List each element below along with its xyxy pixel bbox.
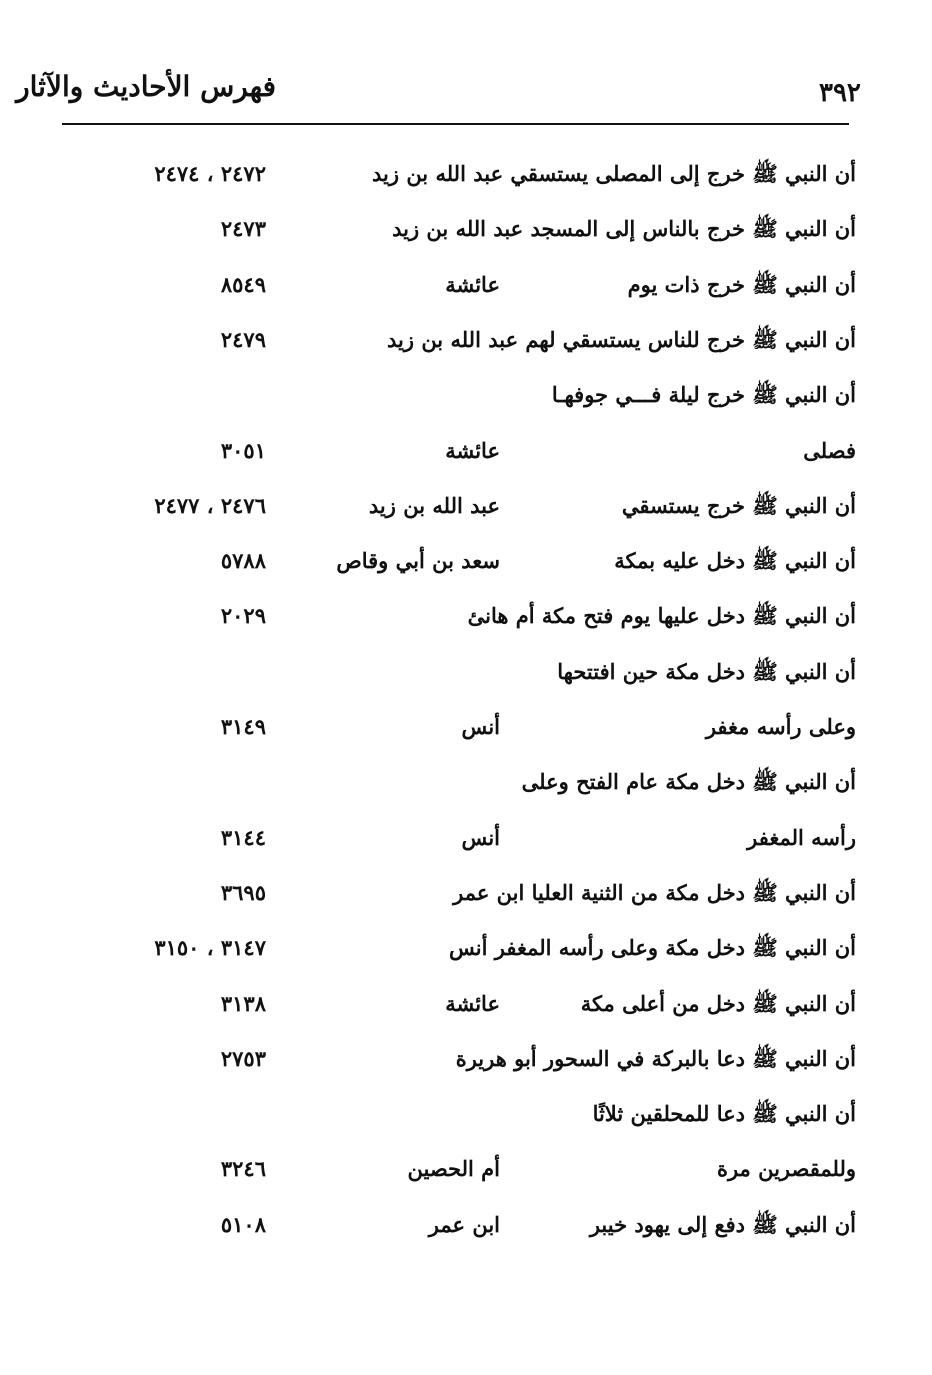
index-row [0, 154, 932, 194]
index-row [0, 265, 932, 305]
header-rule [62, 123, 849, 125]
hadith-text: وللمقصرين مرة [716, 1156, 856, 1181]
index-row [0, 928, 932, 968]
hadith-text: أن النبي ﷺ دخل عليها يوم فتح مكة أم هانئ [467, 603, 856, 628]
hadith-number: ٢٤٧٦ ، ٢٤٧٧ [154, 493, 266, 518]
index-row [0, 320, 932, 360]
hadith-number: ٥١٠٨ [220, 1212, 266, 1237]
hadith-number: ٣١٤٩ [220, 714, 266, 739]
index-row [0, 375, 932, 415]
hadith-number: ٥٧٨٨ [220, 548, 266, 573]
index-row [0, 984, 932, 1024]
hadith-number: ٢٤٧٢ ، ٢٤٧٤ [154, 161, 266, 186]
narrator: أنس [461, 714, 500, 739]
narrator: أنس [461, 825, 500, 850]
hadith-text: فصلى [803, 438, 856, 463]
index-row [0, 873, 932, 913]
hadith-number: ٣٠٥١ [220, 438, 266, 463]
hadith-text: أن النبي ﷺ خرج يستسقي [621, 493, 856, 518]
hadith-text: أن النبي ﷺ دخل من أعلى مكة [580, 991, 856, 1016]
hadith-number: ٢٤٧٩ [220, 327, 266, 352]
index-row [0, 1205, 932, 1245]
hadith-text: رأسه المغفر [747, 825, 856, 850]
hadith-number: ٣١٤٤ [220, 825, 266, 850]
hadith-number: ٨٥٤٩ [220, 272, 266, 297]
hadith-text: أن النبي ﷺ دخل مكة من الثنية العليا ابن عمر [453, 880, 856, 905]
index-row [0, 762, 932, 802]
index-row [0, 486, 932, 526]
narrator: سعد بن أبي وقاص [336, 548, 500, 573]
hadith-number: ٢٠٢٩ [220, 603, 266, 628]
hadith-text: وعلى رأسه مغفر [705, 714, 856, 739]
hadith-number: ٣١٣٨ [220, 991, 266, 1016]
hadith-text: أن النبي ﷺ دفع إلى يهود خيبر [589, 1212, 856, 1237]
index-row [0, 209, 932, 249]
index-row [0, 707, 932, 747]
hadith-text: أن النبي ﷺ دخل عليه بمكة [614, 548, 856, 573]
hadith-text: أن النبي ﷺ دعا بالبركة في السحور أبو هريرة [455, 1046, 856, 1071]
index-row [0, 652, 932, 692]
hadith-text: أن النبي ﷺ خرج بالناس إلى المسجد عبد الله بن زيد [392, 216, 856, 241]
hadith-text: أن النبي ﷺ دخل مكة وعلى رأسه المغفر أنس [449, 935, 856, 960]
hadith-number: ٣١٤٧ ، ٣١٥٠ [154, 935, 266, 960]
hadith-text: أن النبي ﷺ دخل مكة عام الفتح وعلى [521, 769, 856, 794]
narrator: عائشة [445, 438, 500, 463]
hadith-text: أن النبي ﷺ خرج ليلة فـــي جوفهـا [551, 382, 856, 407]
narrator: أم الحصين [407, 1156, 500, 1181]
narrator: عائشة [445, 272, 500, 297]
index-row [0, 431, 932, 471]
hadith-text: أن النبي ﷺ دعا للمحلقين ثلاثًا [592, 1101, 856, 1126]
page-title: فهرس الأحاديث والآثار [16, 70, 276, 103]
index-row [0, 1094, 932, 1134]
narrator: عبد الله بن زيد [368, 493, 500, 518]
hadith-number: ٣٦٩٥ [220, 880, 266, 905]
hadith-text: أن النبي ﷺ دخل مكة حين افتتحها [557, 659, 856, 684]
index-row [0, 818, 932, 858]
narrator: ابن عمر [428, 1212, 500, 1237]
narrator: عائشة [445, 991, 500, 1016]
hadith-text: أن النبي ﷺ خرج ذات يوم [627, 272, 856, 297]
hadith-number: ٢٧٥٣ [220, 1046, 266, 1071]
index-row [0, 596, 932, 636]
hadith-number: ٢٤٧٣ [220, 216, 266, 241]
index-row [0, 1039, 932, 1079]
index-row [0, 1149, 932, 1189]
hadith-text: أن النبي ﷺ خرج إلى المصلى يستسقي عبد الله بن زيد [372, 161, 856, 186]
hadith-text: أن النبي ﷺ خرج للناس يستسقي لهم عبد الله بن زيد [387, 327, 856, 352]
hadith-number: ٣٢٤٦ [220, 1156, 266, 1181]
page-number: ٣٩٢ [819, 78, 861, 108]
index-row [0, 541, 932, 581]
